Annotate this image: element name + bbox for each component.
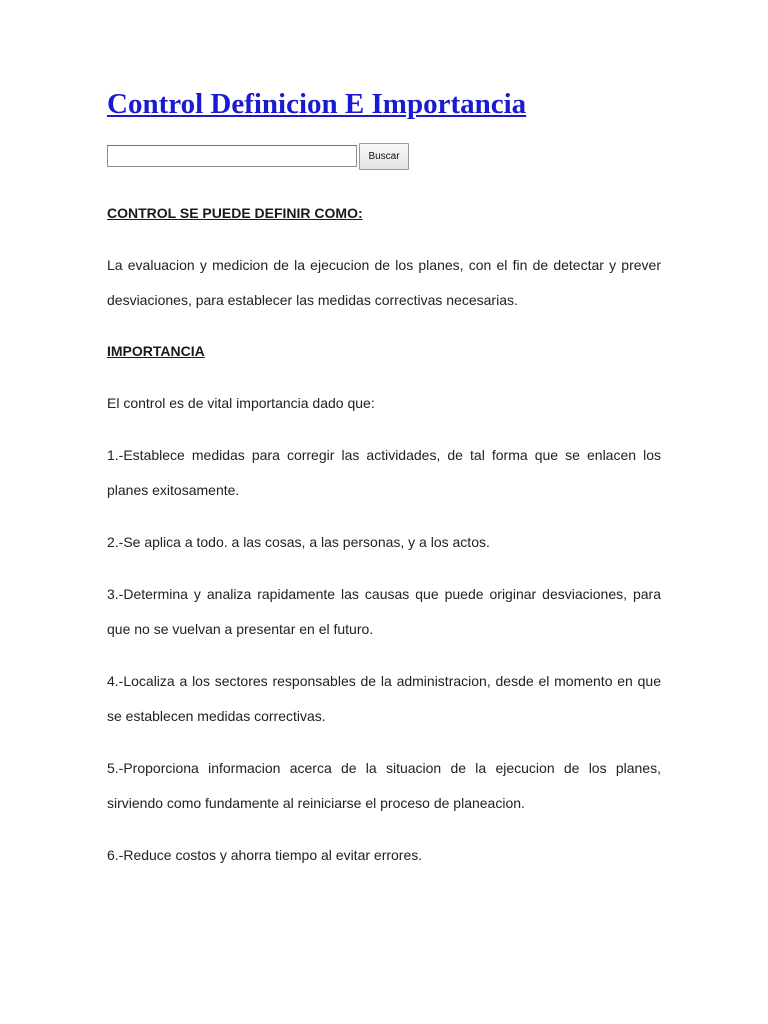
list-item: 2.-Se aplica a todo. a las cosas, a las personas, y a los actos. — [107, 534, 490, 550]
list-item: 1.-Establece medidas para corregir las actividades, de tal forma que se enlacen los planes exitosamente. — [107, 447, 661, 498]
importance-heading: IMPORTANCIA — [107, 343, 205, 359]
definition-paragraph: La evaluacion y medicion de la ejecucion de los planes, con el fin de detectar y prever desviaciones, para establecer las medidas correctivas necesarias. — [107, 257, 661, 308]
list-item: 4.-Localiza a los sectores responsables de la administracion, desde el momento en que se establecen medidas correctivas. — [107, 673, 661, 724]
search-button[interactable]: Buscar — [359, 143, 409, 170]
page-title-link[interactable]: Control Definicion E Importancia — [107, 88, 527, 120]
list-item: 6.-Reduce costos y ahorra tiempo al evitar errores. — [107, 847, 423, 863]
definition-heading: CONTROL SE PUEDE DEFINIR COMO: — [107, 205, 363, 221]
search-input[interactable] — [107, 145, 357, 167]
search-bar — [107, 143, 409, 169]
importance-intro: El control es de vital importancia dado que: — [107, 395, 375, 411]
list-item: 3.-Determina y analiza rapidamente las causas que puede originar desviaciones, para que no se vuelvan a presentar en el futuro. — [107, 586, 661, 637]
list-item: 5.-Proporciona informacion acerca de la situacion de la ejecucion de los planes, sirviendo como fundamente al reiniciarse el proceso de planeacion. — [107, 760, 661, 811]
